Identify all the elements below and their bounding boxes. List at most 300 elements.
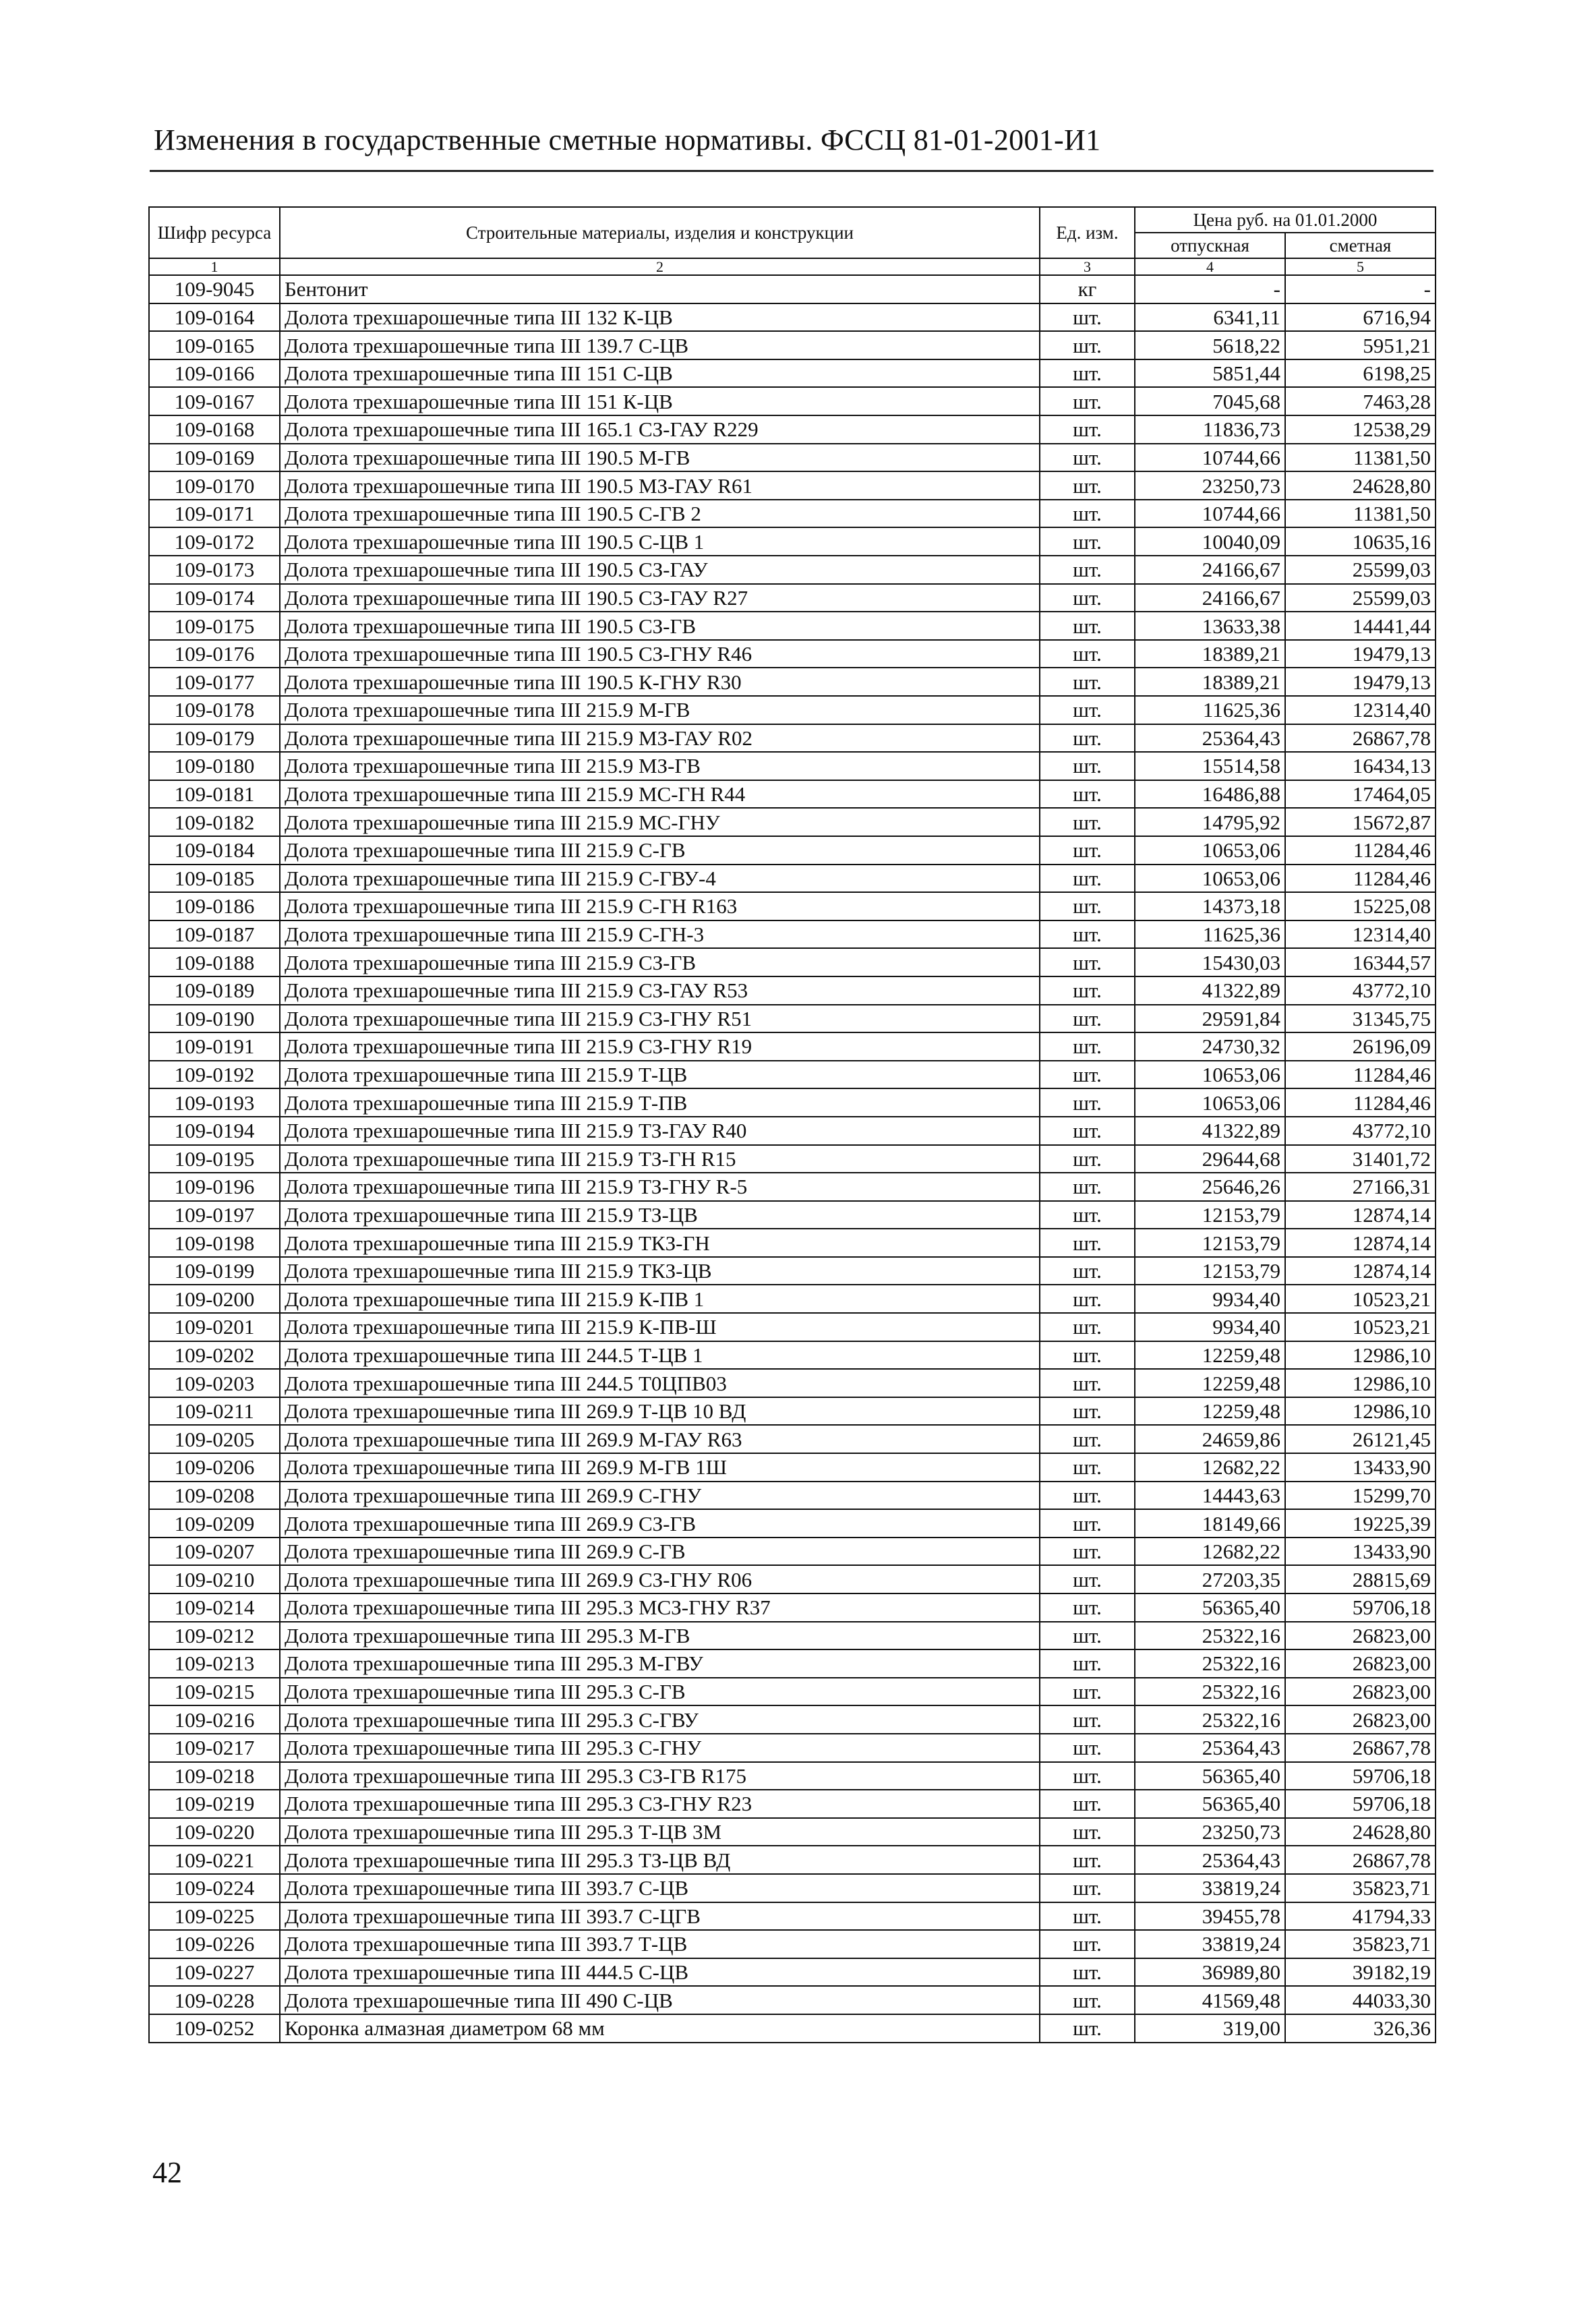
price-estimate: 25599,03 — [1285, 556, 1436, 584]
table-row — [149, 331, 1436, 359]
price-estimate: 44033,30 — [1285, 1986, 1436, 2014]
price-estimate: 27166,31 — [1285, 1173, 1436, 1201]
price-estimate: 26867,78 — [1285, 1846, 1436, 1874]
table-body — [149, 275, 1436, 2042]
page-number: 42 — [152, 2156, 182, 2189]
resource-name: Долота трехшарошечные типа III 393.7 С-ЦГВ — [280, 1902, 1040, 1931]
resource-code: 109-0175 — [149, 612, 280, 640]
resource-unit: шт. — [1040, 359, 1135, 388]
resource-name: Долота трехшарошечные типа III 295.3 С-ГНУ — [280, 1734, 1040, 1762]
price-release: 10744,66 — [1135, 500, 1285, 528]
price-release: 23250,73 — [1135, 1818, 1285, 1846]
price-release: 9934,40 — [1135, 1313, 1285, 1341]
price-release: 33819,24 — [1135, 1930, 1285, 1958]
header-code: Шифр ресурса — [149, 207, 280, 258]
resource-code: 109-0221 — [149, 1846, 280, 1874]
price-release: 12259,48 — [1135, 1341, 1285, 1370]
resource-name: Долота трехшарошечные типа III 393.7 Т-ЦВ — [280, 1930, 1040, 1958]
resource-code: 109-0188 — [149, 948, 280, 976]
resource-name: Долота трехшарошечные типа III 215.9 С-ГН R163 — [280, 892, 1040, 920]
table-row — [149, 1705, 1436, 1734]
price-estimate: 19479,13 — [1285, 640, 1436, 668]
resource-name: Долота трехшарошечные типа III 295.3 Т-ЦВ 3М — [280, 1818, 1040, 1846]
resource-code: 109-0177 — [149, 668, 280, 696]
resource-name: Долота трехшарошечные типа III 295.3 С-ГВ — [280, 1678, 1040, 1706]
header-name: Строительные материалы, изделия и конструкции — [280, 207, 1040, 258]
price-release: 41569,48 — [1135, 1986, 1285, 2014]
price-estimate: 11284,46 — [1285, 1061, 1436, 1089]
resource-name: Долота трехшарошечные типа III 215.9 ТЗ-ГН R15 — [280, 1145, 1040, 1173]
price-release: 10653,06 — [1135, 836, 1285, 865]
price-estimate: 12986,10 — [1285, 1369, 1436, 1397]
price-estimate: 59706,18 — [1285, 1593, 1436, 1622]
resource-unit: шт. — [1040, 500, 1135, 528]
resource-unit: шт. — [1040, 1482, 1135, 1510]
resource-code: 109-0178 — [149, 696, 280, 724]
price-release: 29644,68 — [1135, 1145, 1285, 1173]
resource-name: Долота трехшарошечные типа III 215.9 ТКЗ-ЦВ — [280, 1257, 1040, 1285]
resource-unit: шт. — [1040, 976, 1135, 1005]
resource-name: Долота трехшарошечные типа III 165.1 СЗ-ГАУ R229 — [280, 415, 1040, 444]
resource-code: 109-0167 — [149, 387, 280, 415]
price-estimate: 19225,39 — [1285, 1509, 1436, 1538]
resource-code: 109-0205 — [149, 1425, 280, 1453]
price-release: 9934,40 — [1135, 1285, 1285, 1313]
table-row — [149, 1509, 1436, 1538]
price-estimate: 59706,18 — [1285, 1762, 1436, 1790]
resource-unit: шт. — [1040, 808, 1135, 836]
price-release: 11625,36 — [1135, 696, 1285, 724]
resource-code: 109-0209 — [149, 1509, 280, 1538]
resource-name: Долота трехшарошечные типа III 269.9 М-ГВ 1Ш — [280, 1453, 1040, 1482]
resource-name: Долота трехшарошечные типа III 215.9 СЗ-ГАУ R53 — [280, 976, 1040, 1005]
table-row — [149, 1622, 1436, 1650]
resource-name: Долота трехшарошечные типа III 215.9 К-ПВ-Ш — [280, 1313, 1040, 1341]
resource-code: 109-0165 — [149, 331, 280, 359]
table-row — [149, 471, 1436, 500]
resource-unit: шт. — [1040, 724, 1135, 753]
table-row — [149, 1201, 1436, 1229]
price-release: 24166,67 — [1135, 584, 1285, 612]
price-release: 39455,78 — [1135, 1902, 1285, 1931]
resource-unit: шт. — [1040, 1257, 1135, 1285]
table-row — [149, 948, 1436, 976]
table-row — [149, 527, 1436, 556]
resource-code: 109-0252 — [149, 2014, 280, 2043]
price-estimate: 7463,28 — [1285, 387, 1436, 415]
resource-code: 109-0228 — [149, 1986, 280, 2014]
price-release: 12259,48 — [1135, 1397, 1285, 1426]
resource-unit: шт. — [1040, 1509, 1135, 1538]
table-row — [149, 275, 1436, 303]
price-release: 14373,18 — [1135, 892, 1285, 920]
resource-name: Долота трехшарошечные типа III 215.9 МЗ-ГВ — [280, 752, 1040, 780]
table-row — [149, 1734, 1436, 1762]
price-release: 18389,21 — [1135, 668, 1285, 696]
resource-code: 109-0199 — [149, 1257, 280, 1285]
resource-unit: шт. — [1040, 865, 1135, 893]
resource-code: 109-0214 — [149, 1593, 280, 1622]
table-row — [149, 1790, 1436, 1818]
price-estimate: 31345,75 — [1285, 1005, 1436, 1033]
table-row — [149, 415, 1436, 444]
price-release: 10744,66 — [1135, 444, 1285, 472]
price-estimate: 26823,00 — [1285, 1649, 1436, 1678]
resource-code: 109-0186 — [149, 892, 280, 920]
resource-code: 109-0203 — [149, 1369, 280, 1397]
table-row — [149, 836, 1436, 865]
resource-unit: шт. — [1040, 584, 1135, 612]
resource-unit: шт. — [1040, 331, 1135, 359]
price-release: 41322,89 — [1135, 976, 1285, 1005]
resource-name: Долота трехшарошечные типа III 269.9 СЗ-ГВ — [280, 1509, 1040, 1538]
price-release: 24166,67 — [1135, 556, 1285, 584]
table-row — [149, 1538, 1436, 1566]
resource-name: Долота трехшарошечные типа III 215.9 ТЗ-ГНУ R-5 — [280, 1173, 1040, 1201]
resource-code: 109-0189 — [149, 976, 280, 1005]
resource-name: Долота трехшарошечные типа III 215.9 М-ГВ — [280, 696, 1040, 724]
resource-code: 109-0216 — [149, 1705, 280, 1734]
table-row — [149, 865, 1436, 893]
column-number: 4 — [1135, 258, 1285, 275]
resource-unit: шт. — [1040, 1734, 1135, 1762]
price-release: 24659,86 — [1135, 1425, 1285, 1453]
resource-name: Долота трехшарошечные типа III 215.9 Т-ЦВ — [280, 1061, 1040, 1089]
resource-name: Долота трехшарошечные типа III 215.9 МЗ-ГАУ R02 — [280, 724, 1040, 753]
price-release: 14443,63 — [1135, 1482, 1285, 1510]
resource-unit: шт. — [1040, 892, 1135, 920]
price-estimate: 16344,57 — [1285, 948, 1436, 976]
table-row — [149, 1902, 1436, 1931]
resource-unit: шт. — [1040, 1061, 1135, 1089]
table-row — [149, 752, 1436, 780]
column-number: 1 — [149, 258, 280, 275]
price-estimate: 17464,05 — [1285, 780, 1436, 809]
resource-name: Долота трехшарошечные типа III 215.9 ТЗ-ЦВ — [280, 1201, 1040, 1229]
table-row — [149, 1482, 1436, 1510]
table-row — [149, 1397, 1436, 1426]
resource-code: 109-0215 — [149, 1678, 280, 1706]
resource-unit: шт. — [1040, 387, 1135, 415]
resource-name: Долота трехшарошечные типа III 215.9 К-ПВ 1 — [280, 1285, 1040, 1313]
price-estimate: 43772,10 — [1285, 976, 1436, 1005]
table-row — [149, 808, 1436, 836]
price-release: 56365,40 — [1135, 1593, 1285, 1622]
price-estimate: 39182,19 — [1285, 1958, 1436, 1987]
table-row — [149, 1313, 1436, 1341]
resource-name: Долота трехшарошечные типа III 215.9 МС-ГНУ — [280, 808, 1040, 836]
price-estimate: 26823,00 — [1285, 1705, 1436, 1734]
price-estimate: 10635,16 — [1285, 527, 1436, 556]
table-row — [149, 1088, 1436, 1117]
resource-unit: шт. — [1040, 612, 1135, 640]
resource-code: 109-0191 — [149, 1032, 280, 1061]
price-release: 16486,88 — [1135, 780, 1285, 809]
price-estimate: 326,36 — [1285, 2014, 1436, 2043]
resource-unit: шт. — [1040, 948, 1135, 976]
resource-unit: шт. — [1040, 303, 1135, 332]
resource-code: 109-0197 — [149, 1201, 280, 1229]
table-row — [149, 696, 1436, 724]
resource-name: Долота трехшарошечные типа III 215.9 МС-ГН R44 — [280, 780, 1040, 809]
resource-unit: шт. — [1040, 1593, 1135, 1622]
price-estimate: 13433,90 — [1285, 1453, 1436, 1482]
resource-unit: шт. — [1040, 1902, 1135, 1931]
resource-code: 109-0217 — [149, 1734, 280, 1762]
price-estimate: 59706,18 — [1285, 1790, 1436, 1818]
header-price-estimate: сметная — [1285, 233, 1436, 258]
resource-code: 109-0198 — [149, 1229, 280, 1257]
table-row — [149, 892, 1436, 920]
resource-name: Долота трехшарошечные типа III 132 К-ЦВ — [280, 303, 1040, 332]
resource-name: Долота трехшарошечные типа III 490 С-ЦВ — [280, 1986, 1040, 2014]
price-estimate: 31401,72 — [1285, 1145, 1436, 1173]
price-release: 12153,79 — [1135, 1229, 1285, 1257]
resource-name: Долота трехшарошечные типа III 215.9 С-ГВ — [280, 836, 1040, 865]
price-estimate: 15672,87 — [1285, 808, 1436, 836]
price-estimate: 11284,46 — [1285, 865, 1436, 893]
price-release: 12153,79 — [1135, 1257, 1285, 1285]
resource-name: Долота трехшарошечные типа III 151 С-ЦВ — [280, 359, 1040, 388]
resource-unit: шт. — [1040, 640, 1135, 668]
price-estimate: 19479,13 — [1285, 668, 1436, 696]
resource-code: 109-0187 — [149, 920, 280, 949]
resource-name: Долота трехшарошечные типа III 215.9 ТКЗ-ГН — [280, 1229, 1040, 1257]
resource-code: 109-0200 — [149, 1285, 280, 1313]
price-release: 11625,36 — [1135, 920, 1285, 949]
resource-name: Долота трехшарошечные типа III 215.9 СЗ-ГНУ R51 — [280, 1005, 1040, 1033]
page-header: Изменения в государственные сметные нормативы. ФССЦ 81-01-2001-И1 — [154, 123, 1101, 156]
price-release: 10653,06 — [1135, 1088, 1285, 1117]
table-row — [149, 303, 1436, 332]
resource-code: 109-0195 — [149, 1145, 280, 1173]
resource-code: 109-0211 — [149, 1397, 280, 1426]
resource-unit: шт. — [1040, 1425, 1135, 1453]
price-release: 23250,73 — [1135, 471, 1285, 500]
price-estimate: 28815,69 — [1285, 1565, 1436, 1593]
price-release: 5618,22 — [1135, 331, 1285, 359]
resource-name: Долота трехшарошечные типа III 444.5 С-ЦВ — [280, 1958, 1040, 1987]
resource-code: 109-0220 — [149, 1818, 280, 1846]
resource-name: Долота трехшарошечные типа III 190.5 СЗ-ГАУ — [280, 556, 1040, 584]
resource-unit: шт. — [1040, 1762, 1135, 1790]
resource-name: Долота трехшарошечные типа III 151 К-ЦВ — [280, 387, 1040, 415]
price-release: 7045,68 — [1135, 387, 1285, 415]
price-estimate: 15225,08 — [1285, 892, 1436, 920]
table-row — [149, 1173, 1436, 1201]
resource-code: 109-0207 — [149, 1538, 280, 1566]
resource-name: Долота трехшарошечные типа III 190.5 МЗ-ГАУ R61 — [280, 471, 1040, 500]
table-row — [149, 1678, 1436, 1706]
price-release: 319,00 — [1135, 2014, 1285, 2043]
resource-code: 109-0190 — [149, 1005, 280, 1033]
price-release: 11836,73 — [1135, 415, 1285, 444]
price-estimate: 12874,14 — [1285, 1229, 1436, 1257]
price-estimate: 26823,00 — [1285, 1622, 1436, 1650]
resource-name: Долота трехшарошечные типа III 215.9 ТЗ-ГАУ R40 — [280, 1117, 1040, 1145]
resource-code: 109-0196 — [149, 1173, 280, 1201]
table-row — [149, 1453, 1436, 1482]
table-row — [149, 1846, 1436, 1874]
resource-name: Долота трехшарошечные типа III 393.7 С-ЦВ — [280, 1874, 1040, 1902]
price-estimate: 35823,71 — [1285, 1930, 1436, 1958]
resource-unit: шт. — [1040, 1088, 1135, 1117]
header-price-release: отпускная — [1135, 233, 1285, 258]
resource-name: Долота трехшарошечные типа III 190.5 СЗ-ГНУ R46 — [280, 640, 1040, 668]
price-release: 27203,35 — [1135, 1565, 1285, 1593]
price-estimate: 5951,21 — [1285, 331, 1436, 359]
price-release: 18389,21 — [1135, 640, 1285, 668]
price-estimate: 10523,21 — [1285, 1285, 1436, 1313]
price-release: 12153,79 — [1135, 1201, 1285, 1229]
table-row — [149, 1593, 1436, 1622]
column-number: 3 — [1040, 258, 1135, 275]
price-release: 12682,22 — [1135, 1453, 1285, 1482]
table-row — [149, 556, 1436, 584]
price-estimate: 11284,46 — [1285, 1088, 1436, 1117]
resource-code: 109-0174 — [149, 584, 280, 612]
table-row — [149, 1565, 1436, 1593]
header-unit: Ед. изм. — [1040, 207, 1135, 258]
price-release: 41322,89 — [1135, 1117, 1285, 1145]
resource-name: Долота трехшарошечные типа III 190.5 СЗ-ГАУ R27 — [280, 584, 1040, 612]
table-row — [149, 1986, 1436, 2014]
table-row — [149, 612, 1436, 640]
resource-code: 109-0172 — [149, 527, 280, 556]
price-estimate: 12874,14 — [1285, 1257, 1436, 1285]
table-row — [149, 668, 1436, 696]
table-row — [149, 1341, 1436, 1370]
resource-unit: шт. — [1040, 1678, 1135, 1706]
resource-name: Долота трехшарошечные типа III 269.9 С-ГВ — [280, 1538, 1040, 1566]
table-row — [149, 584, 1436, 612]
resource-unit: шт. — [1040, 1874, 1135, 1902]
resource-unit: шт. — [1040, 1173, 1135, 1201]
price-release: 15430,03 — [1135, 948, 1285, 976]
price-estimate: 12314,40 — [1285, 696, 1436, 724]
table-row — [149, 1032, 1436, 1061]
resource-code: 109-0185 — [149, 865, 280, 893]
table-row — [149, 359, 1436, 388]
table-row — [149, 1818, 1436, 1846]
resource-name: Долота трехшарошечные типа III 295.3 М-ГВ — [280, 1622, 1040, 1650]
price-estimate: 12986,10 — [1285, 1341, 1436, 1370]
table-row — [149, 1874, 1436, 1902]
resource-unit: шт. — [1040, 780, 1135, 809]
resource-name: Долота трехшарошечные типа III 190.5 СЗ-ГВ — [280, 612, 1040, 640]
price-estimate: 26823,00 — [1285, 1678, 1436, 1706]
price-estimate: 6198,25 — [1285, 359, 1436, 388]
price-release: 5851,44 — [1135, 359, 1285, 388]
table-row — [149, 444, 1436, 472]
price-estimate: 43772,10 — [1285, 1117, 1436, 1145]
price-release: 25364,43 — [1135, 1734, 1285, 1762]
table-row — [149, 387, 1436, 415]
resource-code: 109-0227 — [149, 1958, 280, 1987]
price-estimate: 26867,78 — [1285, 724, 1436, 753]
resource-name: Долота трехшарошечные типа III 190.5 С-ГВ 2 — [280, 500, 1040, 528]
resource-code: 109-0170 — [149, 471, 280, 500]
price-release: 25322,16 — [1135, 1649, 1285, 1678]
resource-code: 109-0226 — [149, 1930, 280, 1958]
table-row — [149, 2014, 1436, 2043]
resource-unit: шт. — [1040, 1818, 1135, 1846]
resource-unit: шт. — [1040, 1005, 1135, 1033]
resource-code: 109-0168 — [149, 415, 280, 444]
table-row — [149, 1145, 1436, 1173]
resource-unit: шт. — [1040, 1705, 1135, 1734]
table-row — [149, 1005, 1436, 1033]
resource-code: 109-0184 — [149, 836, 280, 865]
table-row — [149, 780, 1436, 809]
resource-name: Долота трехшарошечные типа III 215.9 СЗ-ГВ — [280, 948, 1040, 976]
column-number-row — [149, 258, 1436, 275]
table-row — [149, 1229, 1436, 1257]
resource-name: Долота трехшарошечные типа III 190.5 М-ГВ — [280, 444, 1040, 472]
resource-code: 109-0166 — [149, 359, 280, 388]
resource-unit: шт. — [1040, 836, 1135, 865]
header-price: Цена руб. на 01.01.2000 — [1135, 207, 1436, 233]
resource-unit: шт. — [1040, 1229, 1135, 1257]
price-estimate: 12538,29 — [1285, 415, 1436, 444]
resource-code: 109-0208 — [149, 1482, 280, 1510]
price-estimate: 11381,50 — [1285, 444, 1436, 472]
price-release: 24730,32 — [1135, 1032, 1285, 1061]
resource-code: 109-0194 — [149, 1117, 280, 1145]
resource-unit: шт. — [1040, 1538, 1135, 1566]
price-release: 13633,38 — [1135, 612, 1285, 640]
table-row — [149, 640, 1436, 668]
price-estimate: 11381,50 — [1285, 500, 1436, 528]
price-release: 25322,16 — [1135, 1678, 1285, 1706]
resource-code: 109-0206 — [149, 1453, 280, 1482]
resource-unit: шт. — [1040, 556, 1135, 584]
price-release: 12259,48 — [1135, 1369, 1285, 1397]
resource-code: 109-0201 — [149, 1313, 280, 1341]
resource-unit: шт. — [1040, 1846, 1135, 1874]
resource-code: 109-0173 — [149, 556, 280, 584]
resource-name: Долота трехшарошечные типа III 295.3 МСЗ-ГНУ R37 — [280, 1593, 1040, 1622]
price-release: 10653,06 — [1135, 865, 1285, 893]
resource-unit: шт. — [1040, 1790, 1135, 1818]
resource-unit: шт. — [1040, 920, 1135, 949]
resource-code: 109-0224 — [149, 1874, 280, 1902]
table-row — [149, 1958, 1436, 1987]
resource-unit: шт. — [1040, 1649, 1135, 1678]
resource-unit: шт. — [1040, 1958, 1135, 1987]
price-estimate: 25599,03 — [1285, 584, 1436, 612]
price-estimate: 24628,80 — [1285, 1818, 1436, 1846]
resource-unit: шт. — [1040, 696, 1135, 724]
resource-name: Долота трехшарошечные типа III 244.5 Т0ЦПВ03 — [280, 1369, 1040, 1397]
resource-name: Долота трехшарошечные типа III 295.3 С-ГВУ — [280, 1705, 1040, 1734]
resource-name: Бентонит — [280, 275, 1040, 303]
resource-unit: шт. — [1040, 752, 1135, 780]
resource-name: Долота трехшарошечные типа III 190.5 К-ГНУ R30 — [280, 668, 1040, 696]
price-estimate: 26867,78 — [1285, 1734, 1436, 1762]
resource-name: Долота трехшарошечные типа III 215.9 Т-ПВ — [280, 1088, 1040, 1117]
resource-code: 109-0212 — [149, 1622, 280, 1650]
price-release: 56365,40 — [1135, 1762, 1285, 1790]
table-row — [149, 1930, 1436, 1958]
price-release: 25364,43 — [1135, 724, 1285, 753]
resource-unit: шт. — [1040, 1313, 1135, 1341]
resource-unit: шт. — [1040, 415, 1135, 444]
resource-name: Долота трехшарошечные типа III 215.9 С-ГВУ-4 — [280, 865, 1040, 893]
resource-code: 109-0171 — [149, 500, 280, 528]
resource-name: Долота трехшарошечные типа III 295.3 СЗ-ГВ R175 — [280, 1762, 1040, 1790]
resource-code: 109-0193 — [149, 1088, 280, 1117]
